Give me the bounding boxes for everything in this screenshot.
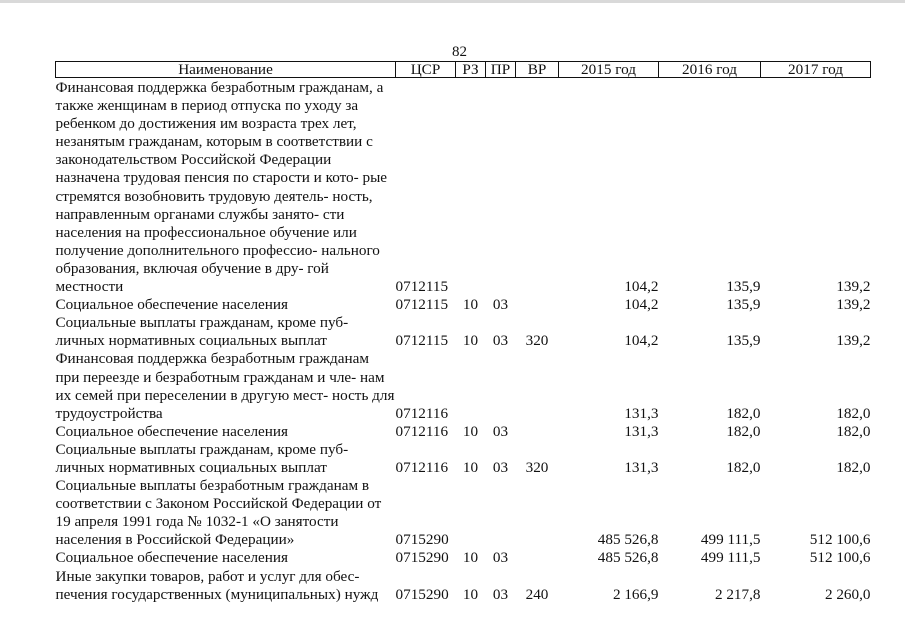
cell-name: Социальное обеспечение населения: [55, 296, 289, 314]
cell-2016: 135,9: [726, 278, 761, 296]
cell-2016: 499 111,5: [700, 549, 761, 567]
cell-csr: 0712116: [395, 404, 449, 422]
cell-vr: [516, 477, 559, 549]
cell-2016: 499 111,5: [700, 531, 761, 549]
cell-rz: [456, 477, 486, 549]
cell-vr: 320: [525, 332, 549, 350]
cell-name: Иные закупки товаров, работ и услуг для обес- печения государственных (муниципальных) нужд: [55, 567, 379, 603]
scan-edge: [0, 0, 905, 3]
cell-name: Социальные выплаты гражданам, кроме пуб- личных нормативных социальных выплат: [55, 314, 349, 350]
cell-2016: 135,9: [726, 332, 761, 350]
cell-2015: 2 166,9: [612, 585, 659, 603]
cell-pr: 03: [492, 585, 509, 603]
budget-table: [55, 61, 871, 604]
cell-vr: 240: [525, 585, 549, 603]
table-row: [56, 441, 871, 477]
cell-2015: 131,3: [624, 422, 659, 440]
cell-vr: [516, 296, 559, 314]
cell-csr: 0712115: [395, 278, 449, 296]
table-row: [56, 314, 871, 350]
cell-2016: 182,0: [726, 458, 761, 476]
table-row: [56, 549, 871, 567]
table-row: [56, 477, 871, 549]
cell-pr: [486, 477, 516, 549]
cell-2017: 182,0: [836, 422, 871, 440]
cell-rz: [456, 350, 486, 422]
cell-vr: [516, 79, 559, 296]
cell-rz: 10: [462, 296, 479, 314]
cell-rz: 10: [462, 585, 479, 603]
cell-name: Социальные выплаты безработным гражданам в соответствии с Законом Российской Федерации от 19 апреля 1991 года № 1032-1 «О занятости населения в Российской Федерации»: [55, 477, 382, 549]
cell-2017: 182,0: [836, 404, 871, 422]
cell-2017: 182,0: [836, 458, 871, 476]
table-row: [56, 568, 871, 604]
header-rz: РЗ: [456, 62, 486, 78]
header-csr: ЦСР: [396, 62, 456, 78]
cell-csr: 0715290: [395, 549, 449, 567]
cell-2017: 512 100,6: [809, 531, 871, 549]
cell-2015: 104,2: [624, 296, 659, 314]
table-row: [56, 79, 871, 296]
table-header: [56, 62, 871, 78]
cell-csr: 0712115: [395, 332, 449, 350]
cell-pr: 03: [492, 332, 509, 350]
cell-rz: 10: [462, 458, 479, 476]
cell-pr: 03: [492, 549, 509, 567]
cell-pr: 03: [492, 458, 509, 476]
cell-2017: 512 100,6: [809, 549, 871, 567]
table-row: [56, 350, 871, 422]
cell-2017: 139,2: [836, 296, 871, 314]
cell-2017: 139,2: [836, 278, 871, 296]
cell-rz: 10: [462, 422, 479, 440]
cell-rz: 10: [462, 549, 479, 567]
header-pr: ПР: [486, 62, 516, 78]
cell-2015: 485 526,8: [597, 531, 659, 549]
cell-2016: 2 217,8: [714, 585, 761, 603]
cell-name: Финансовая поддержка безработным гражданам, а также женщинам в период отпуска по уходу за ребенком до достижения им возраста трех лет, незанятым гражданам, которым в соответствии с законодательством Российской Федерации назначена трудовая пенсия по старости и кото- рые стремятся возобновить трудовую деятель- ность, направленным органами службы занято- сти населения на профессиональное обучение или получение дополнительного профессио- нального образования, включая обучение в дру- гой местности: [55, 79, 388, 296]
cell-pr: [486, 350, 516, 422]
cell-2016: 182,0: [726, 404, 761, 422]
cell-2015: 485 526,8: [597, 549, 659, 567]
cell-2015: 131,3: [624, 404, 659, 422]
cell-2016: 182,0: [726, 422, 761, 440]
cell-csr: 0715290: [395, 531, 449, 549]
cell-name: Социальное обеспечение населения: [55, 549, 289, 567]
table-body: [56, 78, 871, 604]
cell-rz: [456, 79, 486, 296]
cell-2016: 135,9: [726, 296, 761, 314]
cell-pr: 03: [492, 296, 509, 314]
cell-2017: 2 260,0: [824, 585, 871, 603]
header-name: Наименование: [56, 62, 396, 78]
cell-rz: 10: [462, 332, 479, 350]
table-row: [56, 423, 871, 441]
header-vr: ВР: [516, 62, 559, 78]
cell-2015: 104,2: [624, 278, 659, 296]
header-2015: 2015 год: [559, 62, 659, 78]
cell-2015: 131,3: [624, 458, 659, 476]
cell-vr: [516, 549, 559, 567]
cell-csr: 0712116: [395, 422, 449, 440]
cell-2017: 139,2: [836, 332, 871, 350]
cell-name: Социальные выплаты гражданам, кроме пуб- личных нормативных социальных выплат: [55, 440, 349, 476]
cell-csr: 0715290: [395, 585, 449, 603]
cell-vr: [516, 423, 559, 441]
cell-pr: 03: [492, 422, 509, 440]
cell-vr: [516, 350, 559, 422]
cell-name: Социальное обеспечение населения: [55, 422, 289, 440]
cell-csr: 0712116: [395, 458, 449, 476]
table-row: [56, 296, 871, 314]
header-2016: 2016 год: [659, 62, 761, 78]
header-2017: 2017 год: [761, 62, 871, 78]
page-number: 82: [452, 44, 467, 60]
cell-name: Финансовая поддержка безработным гражданам при переезде и безработным гражданам и чле- нам их семей при переселении в другую мест- ность для трудоустройства: [55, 350, 395, 422]
cell-2015: 104,2: [624, 332, 659, 350]
cell-pr: [486, 79, 516, 296]
cell-csr: 0712115: [395, 296, 449, 314]
cell-vr: 320: [525, 458, 549, 476]
